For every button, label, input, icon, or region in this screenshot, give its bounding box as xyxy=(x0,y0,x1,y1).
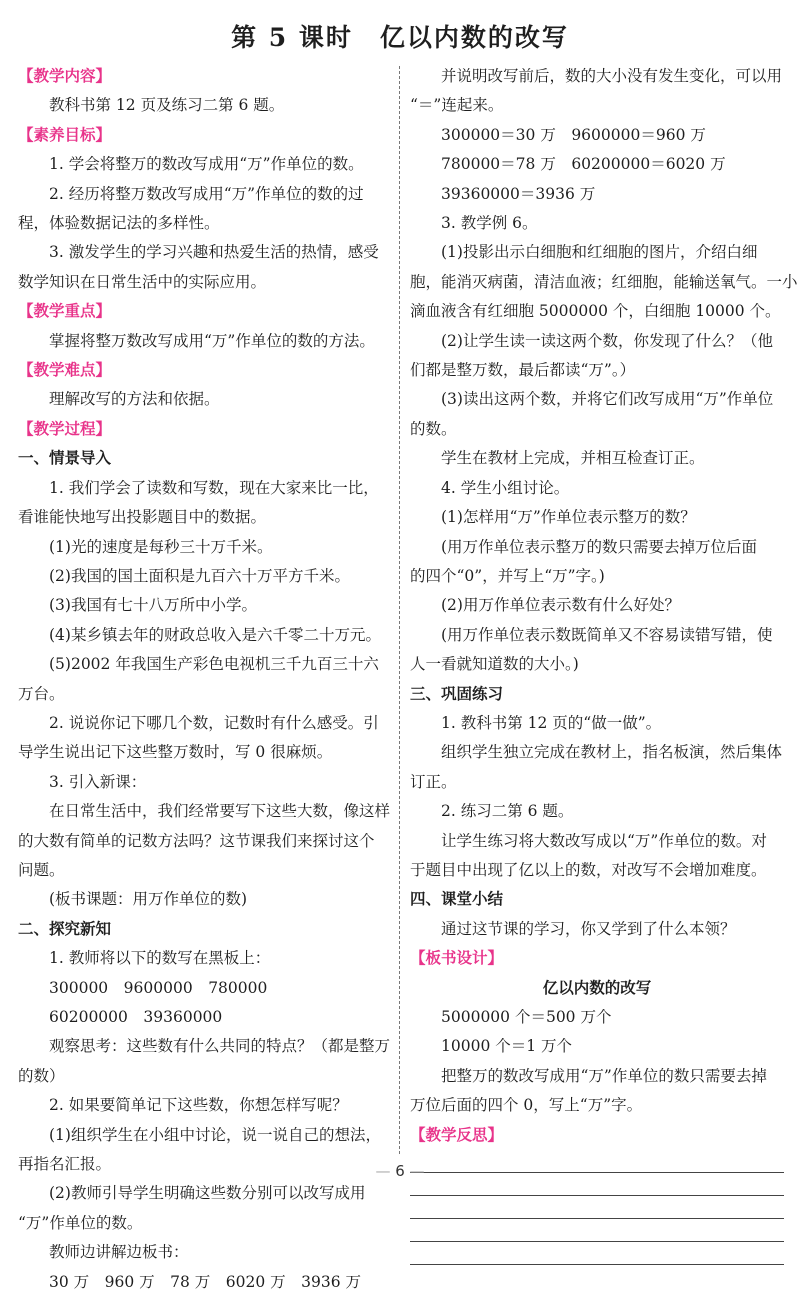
right-column xyxy=(410,62,798,1265)
reflection-line xyxy=(410,1196,784,1219)
board-line3b: 万位后面的四个 0，写上“万”字。 xyxy=(410,1096,643,1115)
section-1-title: 一、情景导入 xyxy=(18,449,112,468)
r-ex3-1b: 胞，能消灭病菌，清洁血液；红细胞，能输送氧气。一小 xyxy=(410,272,798,291)
heading-goals: 【素养目标】 xyxy=(18,125,112,144)
s2-item1: 1. 教师将以下的数写在黑板上： xyxy=(49,949,271,968)
heading-board-design: 【板书设计】 xyxy=(410,949,504,968)
r-eq3: 39360000＝3936 万 xyxy=(441,184,596,203)
s1-q5a: (5)2002 年我国生产彩色电视机三千九百三十六 xyxy=(49,655,379,674)
r-c1b: 订正。 xyxy=(410,772,457,791)
r-ex3-1a: (1)投影出示白细胞和红细胞的图片，介绍白细 xyxy=(441,243,758,262)
s1-item2b: 导学生说出记下这些整万数时，写 0 很麻烦。 xyxy=(18,743,333,762)
r-ex4-2: (2)用万作单位表示数有什么好处？ xyxy=(441,596,680,615)
r-ex3-check: 学生在教材上完成，并相互检查订正。 xyxy=(441,449,705,468)
heading-reflection: 【教学反思】 xyxy=(410,1125,504,1144)
s2-nums2: 60200000 39360000 xyxy=(49,1008,223,1026)
s2-observe-b: 的数） xyxy=(18,1066,65,1085)
difficulty-text: 理解改写的方法和依据。 xyxy=(49,390,220,409)
s1-item3b: 的大数有简单的记数方法吗？这节课我们来探讨这个 xyxy=(18,831,375,850)
page-number-footer xyxy=(0,1162,800,1180)
r-line1: 并说明改写前后，数的大小没有发生变化，可以用 xyxy=(441,67,783,85)
r-summary: 通过这节课的学习，你又学到了什么本领？ xyxy=(441,919,736,938)
s1-q2: (2)我国的国土面积是九百六十万平方千米。 xyxy=(49,566,350,585)
s1-q4: (4)某乡镇去年的财政总收入是六千零二十万元。 xyxy=(49,625,381,644)
section-4-title: 四、课堂小结 xyxy=(410,890,504,909)
s1-q5b: 万台。 xyxy=(18,684,65,703)
r-c1: 1. 教科书第 12 页的“做一做”。 xyxy=(441,713,662,732)
s1-q1: (1)光的速度是每秒三十万千米。 xyxy=(49,537,273,556)
s1-board-note: (板书课题：用万作单位的数) xyxy=(49,890,248,909)
r-ex4: 4. 学生小组讨论。 xyxy=(441,478,570,497)
r-ex4-2b: 人一看就知道数的大小。) xyxy=(410,655,579,674)
r-ex3-1c: 滴血液含有红细胞 5000000 个，白细胞 10000 个。 xyxy=(410,302,781,321)
s2-item2: 2. 如果要简单记下这些数，你想怎样写呢？ xyxy=(49,1096,348,1115)
r-eq1: 300000＝30 万 9600000＝960 万 xyxy=(441,125,706,144)
board-line1: 5000000 个＝500 万个 xyxy=(441,1008,612,1026)
s1-item3a: 在日常生活中，我们经常要写下这些大数，像这样 xyxy=(49,802,391,821)
heading-difficulty: 【教学难点】 xyxy=(18,361,112,380)
s2-observe-a: 观察思考：这些数有什么共同的特点？（都是整万 xyxy=(49,1037,391,1056)
r-eq2: 780000＝78 万 60200000＝6020 万 xyxy=(441,155,726,174)
reflection-line xyxy=(410,1242,784,1265)
board-line3a: 把整万的数改写成用“万”作单位的数只需要去掉 xyxy=(441,1066,767,1085)
r-ex3-2a: (2)让学生读一读这两个数，你发现了什么？（他 xyxy=(441,331,773,350)
board-line2: 10000 个＝1 万个 xyxy=(441,1037,573,1056)
s2-item2-1b: 再指名汇报。 xyxy=(18,1155,112,1174)
key-text: 掌握将整万数改写成用“万”作单位的数的方法。 xyxy=(49,331,375,350)
r-c2b: 于题目中出现了亿以上的数，对改写不会增加难度。 xyxy=(410,860,767,879)
s2-item2-2a: (2)教师引导学生明确这些数分别可以改写成用 xyxy=(49,1184,366,1203)
heading-key: 【教学重点】 xyxy=(18,302,112,321)
s1-item3: 3. 引入新课： xyxy=(49,772,147,791)
s2-item2-2b: “万”作单位的数。 xyxy=(18,1213,143,1232)
r-ex3-3b: 的数。 xyxy=(410,419,457,438)
heading-process: 【教学过程】 xyxy=(18,419,112,438)
section-3-title: 三、巩固练习 xyxy=(410,684,504,703)
s2-board-intro: 教师边讲解边板书： xyxy=(49,1243,189,1262)
r-c2a: 让学生练习将大数改写成以“万”作单位的数。对 xyxy=(441,831,767,850)
r-c2: 2. 练习二第 6 题。 xyxy=(441,802,574,821)
footer-dash-left: — xyxy=(375,1162,391,1180)
r-line2: “＝”连起来。 xyxy=(410,96,504,115)
r-ex4-2a: (用万作单位表示数既简单又不容易读错写错，使 xyxy=(441,625,773,644)
goal-3a: 3. 激发学生的学习兴趣和热爱生活的热情，感受 xyxy=(49,243,379,262)
heading-content: 【教学内容】 xyxy=(18,67,112,85)
footer-dash-right: — xyxy=(409,1162,425,1180)
content-text: 教科书第 12 页及练习二第 6 题。 xyxy=(49,96,285,115)
r-ex4-1a: (用万作单位表示整万的数只需要去掉万位后面 xyxy=(441,537,758,556)
r-ex3-3a: (3)读出这两个数，并将它们改写成用“万”作单位 xyxy=(441,390,774,409)
s2-wan-values: 30 万 960 万 78 万 6020 万 3936 万 xyxy=(49,1272,362,1291)
s2-item2-1a: (1)组织学生在小组中讨论，说一说自己的想法， xyxy=(49,1125,381,1144)
s1-item1a: 1. 我们学会了读数和写数，现在大家来比一比， xyxy=(49,478,379,497)
page-number: 6 xyxy=(395,1162,405,1180)
s1-q3: (3)我国有七十八万所中小学。 xyxy=(49,596,257,615)
left-column xyxy=(18,62,392,1297)
s2-nums1: 300000 9600000 780000 xyxy=(49,978,268,997)
goal-3b: 数学知识在日常生活中的实际应用。 xyxy=(18,272,267,291)
goal-2b: 程，体验数据记法的多样性。 xyxy=(18,214,220,233)
goal-2a: 2. 经历将整万数改写成用“万”作单位的数的过 xyxy=(49,184,364,203)
column-divider xyxy=(399,66,400,1154)
r-ex3-2b: 们都是整万数，最后都读“万”。） xyxy=(410,361,636,380)
s1-item1b: 看谁能快地写出投影题目中的数据。 xyxy=(18,508,267,527)
goal-1: 1. 学会将整万的数改写成用“万”作单位的数。 xyxy=(49,155,364,174)
r-ex4-1b: 的四个“0”，并写上“万”字。) xyxy=(410,566,605,585)
page-title: 第 5 课时 亿以内数的改写 xyxy=(231,23,569,52)
r-c1a: 组织学生独立完成在教材上，指名板演，然后集体 xyxy=(441,743,783,762)
reflection-line xyxy=(410,1219,784,1242)
section-2-title: 二、探究新知 xyxy=(18,919,112,938)
r-ex3: 3. 教学例 6。 xyxy=(441,214,538,233)
r-ex4-1: (1)怎样用“万”作单位表示整万的数？ xyxy=(441,508,696,527)
board-title: 亿以内数的改写 xyxy=(542,978,652,997)
s1-item3c: 问题。 xyxy=(18,860,65,879)
s1-item2a: 2. 说说你记下哪几个数，记数时有什么感受。引 xyxy=(49,713,379,732)
